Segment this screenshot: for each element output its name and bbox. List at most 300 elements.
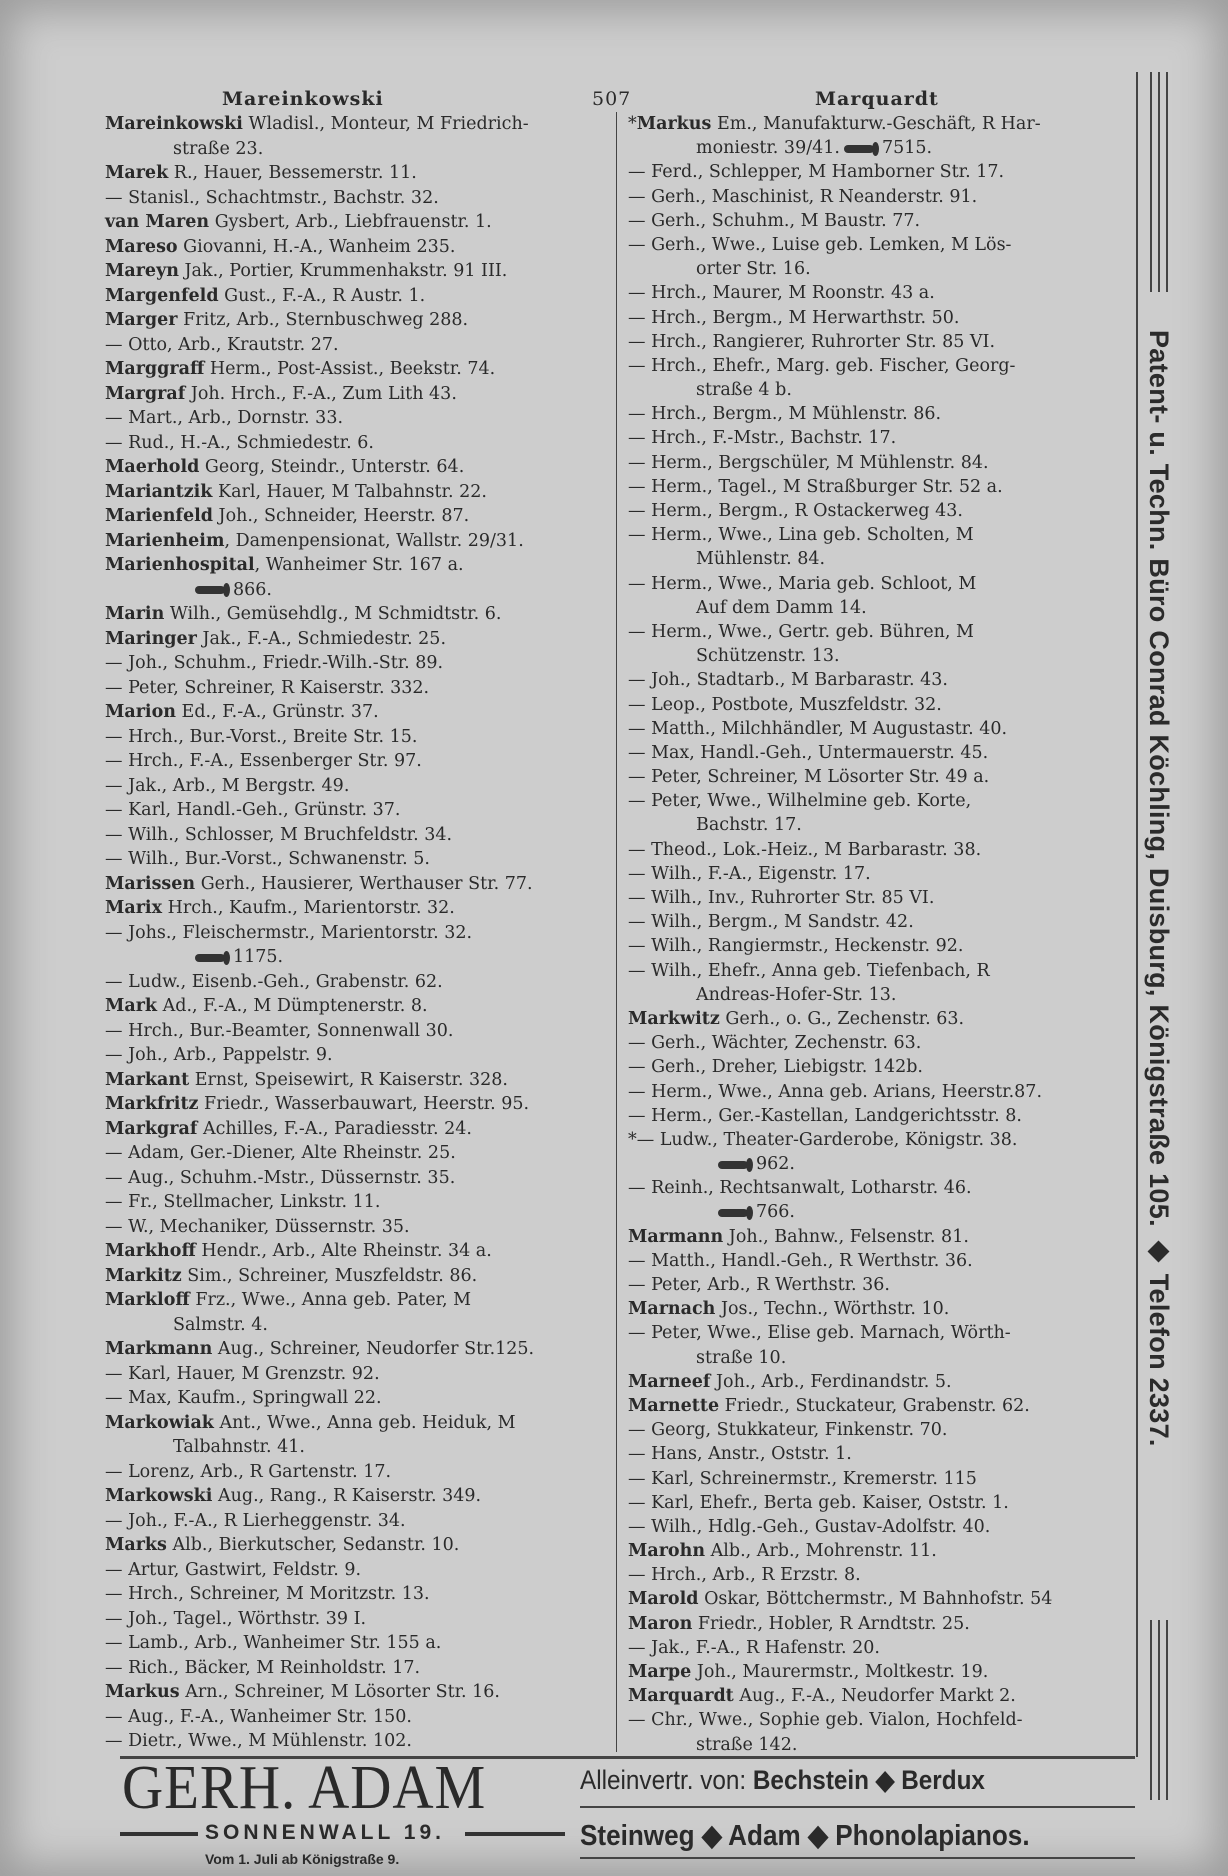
entry-details: Ernst, Speisewirt, R Kaiserstr. 328. — [189, 1069, 508, 1090]
entry-details: — Adam, Ger.-Diener, Alte Rheinstr. 25. — [105, 1143, 456, 1163]
entry-details: Jak., Portier, Krummenhakstr. 91 III. — [178, 261, 508, 281]
directory-entry-line — [628, 1636, 1133, 1660]
entry-details: — Wilh., Ehefr., Anna geb. Tiefenbach, R — [628, 960, 990, 981]
entry-surname: Marmann — [628, 1226, 724, 1247]
directory-entry-line — [105, 970, 610, 995]
entry-details: — Stanisl., Schachtmstr., Bachstr. 32. — [105, 187, 439, 208]
entry-details: — Mart., Arb., Dornstr. 33. — [105, 408, 344, 428]
telephone-icon — [718, 1161, 748, 1169]
entry-details: — Peter, Wwe., Wilhelmine geb. Korte, — [628, 791, 972, 812]
entry-details: — Theod., Lok.-Heiz., M Barbarastr. 38. — [628, 839, 982, 860]
ad-rule — [465, 1832, 565, 1836]
directory-entry-line — [105, 186, 610, 211]
directory-entry-line — [628, 1491, 1133, 1515]
side-rule — [1150, 72, 1152, 292]
entry-details: — Matth., Milchhändler, M Augustastr. 40. — [628, 718, 1008, 739]
entry-surname: Mareinkowski — [105, 114, 243, 134]
entry-details: — W., Mechaniker, Düssernstr. 35. — [105, 1216, 410, 1237]
entry-details: Karl, Hauer, M Talbahnstr. 22. — [212, 481, 487, 502]
entry-details: — Herm., Wwe., Anna geb. Arians, Heerstr.87. — [628, 1081, 1043, 1102]
entry-details: — Joh., Arb., Pappelstr. 9. — [105, 1045, 333, 1065]
entry-surname: Markgraf — [105, 1118, 198, 1139]
entry-details: Joh., Schneider, Heerstr. 87. — [212, 506, 470, 526]
entry-surname: Marold — [628, 1589, 699, 1610]
entry-surname: Markmann — [105, 1339, 213, 1359]
directory-entry-line — [628, 499, 1133, 523]
directory-entry-line — [105, 921, 610, 946]
entry-details: — Karl, Ehefr., Berta geb. Kaiser, Oststr. 1. — [628, 1492, 1009, 1513]
directory-entry-line — [628, 886, 1133, 910]
directory-entry-line — [628, 693, 1133, 717]
entry-details: Giovanni, H.-A., Wanheim 235. — [177, 236, 456, 257]
entry-details: straße 10. — [696, 1347, 787, 1368]
entry-details: Aug., Schreiner, Neudorfer Str.125. — [212, 1339, 535, 1359]
entry-details: Jak., F.-A., Schmiedestr. 25. — [196, 628, 447, 649]
directory-entry-line — [628, 306, 1133, 330]
entry-surname: Marienheim — [105, 530, 225, 551]
entry-details: — Chr., Wwe., Sophie geb. Vialon, Hochfeld- — [628, 1710, 1023, 1731]
side-rule — [1166, 1620, 1168, 1800]
entry-details: Frz., Wwe., Anna geb. Pater, M — [189, 1290, 472, 1310]
directory-entry-line — [628, 1708, 1133, 1732]
entry-surname: Markowiak — [105, 1412, 214, 1433]
entry-details: — Peter, Schreiner, R Kaiserstr. 332. — [105, 677, 430, 698]
directory-entry-line — [628, 1563, 1133, 1587]
entry-details: — Herm., Wwe., Lina geb. Scholten, M — [628, 525, 974, 546]
entry-details: — Aug., F.-A., Wanheimer Str. 150. — [105, 1706, 412, 1727]
entry-details: — Gerh., Wächter, Zechenstr. 63. — [628, 1033, 922, 1054]
directory-entry-line — [628, 1297, 1133, 1321]
directory-entry-line — [105, 210, 610, 235]
entry-details: — Hrch., F.-Mstr., Bachstr. 17. — [628, 428, 897, 449]
directory-entry-line — [628, 185, 1133, 209]
ad-line-1 — [580, 1765, 985, 1796]
entry-details: — Max, Kaufm., Springwall 22. — [105, 1388, 382, 1408]
directory-entry-line — [628, 983, 1133, 1007]
entry-details: — Max, Handl.-Geh., Untermauerstr. 45. — [628, 742, 989, 763]
directory-entry-line — [105, 1043, 610, 1068]
directory-entry-line — [628, 1346, 1133, 1370]
entry-surname: Marienhospital — [105, 555, 255, 575]
entry-details: — Otto, Arb., Krautstr. 27. — [105, 334, 339, 355]
directory-entry-line — [628, 789, 1133, 813]
entry-details: Joh., Arb., Ferdinandstr. 5. — [710, 1371, 952, 1392]
directory-entry-line — [105, 504, 610, 529]
directory-entry-line — [628, 1394, 1133, 1418]
directory-entry-line — [105, 1435, 610, 1460]
entry-details: Joh. Hrch., F.-A., Zum Lith 43. — [185, 383, 457, 404]
directory-entry-line — [105, 700, 610, 725]
entry-details: — Karl, Schreinermstr., Kremerstr. 115 — [628, 1468, 977, 1489]
directory-entry-line — [628, 475, 1133, 499]
telephone-icon — [195, 954, 225, 962]
entry-surname: Marquardt — [628, 1686, 734, 1707]
entry-details: — Gerh., Dreher, Liebigstr. 142b. — [628, 1057, 923, 1078]
directory-entry-line — [628, 668, 1133, 692]
directory-entry-line — [105, 333, 610, 358]
entry-details: — Wilh., Hdlg.-Geh., Gustav-Adolfstr. 40. — [628, 1516, 991, 1537]
entry-details: — Georg, Stukkateur, Finkenstr. 70. — [628, 1420, 948, 1441]
entry-details: Oskar, Böttchermstr., M Bahnhofstr. 54 — [698, 1589, 1053, 1610]
entry-details: Hrch., Kaufm., Marientorstr. 32. — [162, 898, 455, 918]
directory-entry-line — [628, 1080, 1133, 1104]
entry-surname: Margenfeld — [105, 285, 219, 306]
directory-entry-line — [628, 547, 1133, 571]
directory-entry-line — [628, 572, 1133, 596]
entry-surname: Marnach — [628, 1299, 716, 1320]
entry-details: — Rud., H.-A., Schmiedestr. 6. — [105, 432, 374, 453]
directory-entry-line — [105, 308, 610, 333]
column-divider — [616, 112, 617, 1752]
directory-entry-line — [105, 725, 610, 750]
entry-details: — Herm., Wwe., Gertr. geb. Bühren, M — [628, 621, 974, 642]
entry-details: Alb., Arb., Mohrenstr. 11. — [705, 1541, 937, 1562]
ad-company-name: GERH. ADAM — [122, 1754, 487, 1822]
ad-line-1-brands: Bechstein ◆ Berdux — [752, 1765, 985, 1795]
header-last-name: Marquardt — [815, 88, 939, 110]
directory-entry-line — [628, 1612, 1133, 1636]
entry-details: Aug., Rang., R Kaiserstr. 349. — [212, 1486, 482, 1506]
directory-entry-line — [628, 1467, 1133, 1491]
directory-entry-line — [628, 1055, 1133, 1079]
directory-entry-line — [105, 382, 610, 407]
directory-entry-line — [628, 1200, 1133, 1224]
entry-details: straße 142. — [696, 1734, 798, 1755]
entry-surname: Marnette — [628, 1395, 720, 1416]
entry-details: Arn., Schreiner, M Lösorter Str. 16. — [179, 1682, 500, 1702]
directory-entry-line — [628, 813, 1133, 837]
entry-details: — Hrch., Ehefr., Marg. geb. Fischer, Georg- — [628, 355, 1016, 376]
directory-entry-line — [105, 480, 610, 505]
entry-details: — Peter, Arb., R Werthstr. 36. — [628, 1275, 890, 1295]
entry-details: — Reinh., Rechtsanwalt, Lotharstr. 46. — [628, 1178, 972, 1199]
entry-surname: Maerhold — [105, 457, 200, 477]
side-rule — [1158, 1620, 1160, 1800]
entry-details: Gust., F.-A., R Austr. 1. — [218, 285, 426, 306]
page-number: 507 — [592, 88, 632, 110]
directory-entry-line — [628, 330, 1133, 354]
directory-entry-line — [628, 765, 1133, 789]
entry-details: — Peter, Wwe., Elise geb. Marnach, Wörth- — [628, 1323, 1011, 1344]
directory-entry-line — [105, 847, 610, 872]
right-column — [628, 112, 1133, 1757]
entry-details: — Wilh., Rangiermstr., Heckenstr. 92. — [628, 936, 964, 957]
directory-entry-line — [105, 1411, 610, 1436]
telephone-icon — [844, 145, 874, 153]
directory-entry-line — [105, 1190, 610, 1215]
entry-details: Jos., Techn., Wörthstr. 10. — [715, 1299, 950, 1320]
directory-entry-line — [105, 749, 610, 774]
entry-surname: Marneef — [628, 1371, 711, 1392]
entry-details: — Ludw., Eisenb.-Geh., Grabenstr. 62. — [105, 971, 443, 992]
entry-details: Andreas-Hofer-Str. 13. — [696, 984, 897, 1005]
entry-details: Herm., Post-Assist., Beekstr. 74. — [204, 359, 496, 379]
entry-details: Schützenstr. 13. — [696, 646, 840, 667]
entry-details: Salmstr. 4. — [173, 1314, 268, 1335]
entry-details: Em., Manufakturw.-Geschäft, R Har- — [711, 114, 1041, 134]
directory-entry-line — [628, 1539, 1133, 1563]
directory-entry-line — [628, 354, 1133, 378]
directory-entry-line — [628, 112, 1133, 136]
entry-details: Aug., F.-A., Neudorfer Markt 2. — [733, 1686, 1016, 1707]
entry-surname: Marix — [105, 898, 163, 918]
directory-entry-line — [105, 578, 610, 603]
entry-details: — Jak., Arb., M Bergstr. 49. — [105, 775, 350, 796]
directory-entry-line — [105, 945, 610, 970]
phone-number: 7515. — [881, 138, 933, 159]
entry-details: — Hrch., Maurer, M Roonstr. 43 a. — [628, 283, 935, 304]
ad-line-1-prefix: Alleinvertr. von: — [580, 1765, 753, 1795]
directory-entry-line — [105, 627, 610, 652]
entry-details: — Jak., F.-A., R Hafenstr. 20. — [628, 1637, 880, 1658]
directory-entry-line — [628, 1370, 1133, 1394]
directory-entry-line — [628, 959, 1133, 983]
entry-details: Friedr., Hobler, R Arndtstr. 25. — [692, 1613, 970, 1634]
entry-surname: Markitz — [105, 1265, 182, 1286]
entry-details: — Rich., Bäcker, M Reinholdstr. 17. — [105, 1657, 421, 1678]
directory-entry-line — [105, 259, 610, 284]
directory-entry-line — [628, 910, 1133, 934]
directory-entry-line — [628, 1176, 1133, 1200]
entry-surname: Marohn — [628, 1541, 706, 1562]
phone-number: 962. — [756, 1154, 795, 1175]
entry-details: Ad., F.-A., M Dümptenerstr. 8. — [157, 996, 428, 1016]
entry-surname: Markwitz — [628, 1008, 720, 1029]
entry-surname: Marin — [105, 604, 165, 624]
directory-entry-line — [105, 1386, 610, 1411]
entry-details: — Joh., Schuhm., Friedr.-Wilh.-Str. 89. — [105, 653, 444, 673]
entry-details: — Wilh., Inv., Ruhrorter Str. 85 VI. — [628, 888, 935, 908]
entry-details: — Gerh., Schuhm., M Baustr. 77. — [628, 210, 921, 231]
entry-details: — Hrch., Schreiner, M Moritzstr. 13. — [105, 1584, 430, 1604]
directory-entry-line — [628, 1587, 1133, 1611]
entry-details: Talbahnstr. 41. — [173, 1437, 305, 1457]
directory-entry-line — [105, 1607, 610, 1632]
directory-entry-line — [105, 1533, 610, 1558]
directory-entry-line — [105, 1362, 610, 1387]
entry-details: orter Str. 16. — [696, 259, 811, 280]
entry-surname: Markus — [636, 114, 712, 134]
entry-details: Joh., Maurermstr., Moltkestr. 19. — [691, 1662, 989, 1682]
entry-details: — Hrch., F.-A., Essenberger Str. 97. — [105, 751, 422, 771]
directory-entry-line — [628, 1733, 1133, 1757]
entry-details: Hendr., Arb., Alte Rheinstr. 34 a. — [195, 1241, 492, 1261]
entry-details: — Lamb., Arb., Wanheimer Str. 155 a. — [105, 1633, 442, 1653]
entry-details: — Hrch., Bergm., M Herwarthstr. 50. — [628, 307, 960, 328]
directory-entry-line — [628, 620, 1133, 644]
ad-rule — [580, 1857, 1135, 1859]
directory-entry-line — [105, 161, 610, 186]
entry-details: — Herm., Bergm., R Ostackerweg 43. — [628, 501, 963, 521]
entry-details: — Ludw., Theater-Garderobe, Königstr. 38. — [636, 1129, 1018, 1150]
entry-details: straße 23. — [173, 138, 264, 159]
telephone-icon — [718, 1209, 748, 1217]
entry-details: Friedr., Wasserbauwart, Heerstr. 95. — [198, 1094, 530, 1114]
directory-entry-line — [105, 651, 610, 676]
directory-entry-line — [628, 281, 1133, 305]
ad-rule — [580, 1806, 1135, 1808]
directory-entry-line — [628, 378, 1133, 402]
entry-surname: Marger — [105, 310, 178, 330]
entry-surname: Marion — [105, 702, 176, 722]
directory-entry-line — [628, 1515, 1133, 1539]
entry-surname: Maron — [628, 1613, 693, 1634]
entry-details: , Wanheimer Str. 167 a. — [254, 555, 464, 575]
entry-details: moniestr. 39/41. — [696, 138, 840, 159]
directory-entry-line — [105, 1288, 610, 1313]
entry-details: — Fr., Stellmacher, Linkstr. 11. — [105, 1192, 381, 1212]
directory-entry-line — [105, 553, 610, 578]
entry-details: — Matth., Handl.-Geh., R Werthstr. 36. — [628, 1250, 973, 1271]
entry-details: — Wilh., Bergm., M Sandstr. 42. — [628, 912, 914, 933]
directory-entry-line — [105, 529, 610, 554]
entry-details: — Joh., Tagel., Wörthstr. 39 I. — [105, 1608, 367, 1629]
entry-details: Achilles, F.-A., Paradiesstr. 24. — [197, 1118, 472, 1139]
entry-marker: * — [628, 1129, 637, 1150]
directory-entry-line — [628, 1249, 1133, 1273]
phone-number: 1175. — [233, 947, 284, 967]
entry-surname: Markloff — [105, 1290, 190, 1310]
directory-entry-line — [105, 1313, 610, 1338]
directory-entry-line — [105, 1117, 610, 1142]
entry-details: — Karl, Handl.-Geh., Grünstr. 37. — [105, 800, 401, 820]
directory-entry-line — [105, 774, 610, 799]
entry-details: — Herm., Ger.-Kastellan, Landgerichtsstr. 8. — [628, 1105, 1022, 1126]
entry-details: — Joh., F.-A., R Lierheggenstr. 34. — [105, 1510, 406, 1531]
entry-surname: van Maren — [105, 212, 210, 232]
entry-surname: Mark — [105, 996, 158, 1016]
entry-surname: Maringer — [105, 628, 197, 649]
entry-details: Friedr., Stuckateur, Grabenstr. 62. — [719, 1395, 1030, 1416]
directory-entry-line — [105, 1631, 610, 1656]
entry-details: Joh., Bahnw., Felsenstr. 81. — [723, 1226, 969, 1247]
entry-surname: Marpe — [628, 1662, 692, 1682]
right-border — [1136, 72, 1138, 1757]
directory-entry-line — [105, 137, 610, 162]
directory-entry-line — [105, 1460, 610, 1485]
directory-entry-line — [628, 160, 1133, 184]
entry-details: — Herm., Bergschüler, M Mühlenstr. 84. — [628, 452, 989, 473]
entry-details: — Leop., Postbote, Muszfeldstr. 32. — [628, 694, 942, 715]
directory-entry-line — [628, 233, 1133, 257]
directory-entry-line — [628, 934, 1133, 958]
directory-entry-line — [628, 402, 1133, 426]
entry-details: Alb., Bierkutscher, Sedanstr. 10. — [166, 1535, 460, 1555]
phone-number: 866. — [233, 579, 272, 600]
entry-details: Ant., Wwe., Anna geb. Heiduk, M — [213, 1412, 516, 1433]
entry-surname: Markhoff — [105, 1241, 196, 1261]
entry-surname: Marek — [105, 163, 169, 183]
directory-entry-line — [105, 1680, 610, 1705]
entry-details: — Gerh., Maschinist, R Neanderstr. 91. — [628, 186, 978, 207]
directory-entry-line — [105, 431, 610, 456]
directory-entry-line — [105, 1582, 610, 1607]
directory-entry-line — [105, 1484, 610, 1509]
entry-details: Gysbert, Arb., Liebfrauenstr. 1. — [209, 212, 492, 232]
directory-entry-line — [628, 1128, 1133, 1152]
directory-entry-line — [628, 596, 1133, 620]
entry-details: Wilh., Gemüsehdlg., M Schmidtstr. 6. — [164, 604, 502, 624]
directory-entry-line — [105, 994, 610, 1019]
ad-rule — [120, 1832, 198, 1836]
entry-surname: Marggraff — [105, 359, 205, 379]
entry-details: — Aug., Schuhm.-Mstr., Düssernstr. 35. — [105, 1167, 456, 1188]
directory-entry-line — [105, 406, 610, 431]
directory-entry-line — [105, 1215, 610, 1240]
directory-entry-line — [628, 1007, 1133, 1031]
left-column — [105, 112, 610, 1754]
directory-entry-line — [105, 1019, 610, 1044]
directory-entry-line — [105, 1141, 610, 1166]
entry-details: — Herm., Tagel., M Straßburger Str. 52 a. — [628, 476, 1003, 497]
directory-entry-line — [105, 357, 610, 382]
entry-details: — Hans, Anstr., Oststr. 1. — [628, 1444, 852, 1465]
directory-entry-line — [628, 862, 1133, 886]
entry-surname: Margraf — [105, 383, 186, 404]
phone-number: 766. — [756, 1202, 795, 1223]
ad-line-2: Steinweg ◆ Adam ◆ Phonolapianos. — [580, 1820, 1030, 1852]
directory-entry-line — [105, 602, 610, 627]
entry-details: — Peter, Schreiner, M Lösorter Str. 49 a. — [628, 767, 990, 788]
entry-details: — Ferd., Schlepper, M Hamborner Str. 17. — [628, 162, 1005, 183]
entry-details: — Hrch., Arb., R Erzstr. 8. — [628, 1565, 861, 1586]
directory-entry-line — [628, 1104, 1133, 1128]
directory-entry-line — [628, 523, 1133, 547]
directory-entry-line — [628, 1442, 1133, 1466]
entry-surname: Markant — [105, 1069, 190, 1090]
directory-entry-line — [105, 1264, 610, 1289]
side-rule — [1150, 1620, 1152, 1800]
side-rule — [1158, 72, 1160, 292]
directory-entry-line — [105, 235, 610, 260]
entry-details: — Hrch., Bur.-Vorst., Breite Str. 15. — [105, 726, 418, 747]
entry-surname: Mareso — [105, 236, 178, 257]
directory-entry-line — [105, 112, 610, 137]
directory-entry-line — [105, 823, 610, 848]
directory-entry-line — [628, 1152, 1133, 1176]
directory-entry-line — [628, 451, 1133, 475]
directory-entry-line — [628, 838, 1133, 862]
entry-details: Bachstr. 17. — [696, 815, 802, 836]
entry-details: — Herm., Wwe., Maria geb. Schloot, M — [628, 573, 977, 594]
entry-surname: Markowski — [105, 1486, 213, 1506]
entry-marker: * — [628, 114, 637, 134]
directory-entry-line — [105, 455, 610, 480]
entry-surname: Mareyn — [105, 261, 179, 281]
entry-details: — Hrch., Bergm., M Mühlenstr. 86. — [628, 404, 942, 425]
entry-details: — Wilh., Bur.-Vorst., Schwanenstr. 5. — [105, 849, 430, 869]
entry-details: Auf dem Damm 14. — [696, 597, 867, 618]
entry-details: — Lorenz, Arb., R Gartenstr. 17. — [105, 1461, 392, 1482]
entry-surname: Marienfeld — [105, 506, 213, 526]
directory-entry-line — [628, 257, 1133, 281]
ad-address: SONNENWALL 19. — [205, 1821, 445, 1844]
directory-entry-line — [105, 1068, 610, 1093]
entry-details: — Johs., Fleischermstr., Marientorstr. 32. — [105, 922, 473, 943]
entry-details: , Damenpensionat, Wallstr. 29/31. — [224, 530, 524, 551]
telephone-icon — [195, 586, 225, 594]
directory-entry-line — [105, 896, 610, 921]
directory-entry-line — [628, 426, 1133, 450]
ad-note: Vom 1. Juli ab Königstraße 9. — [205, 1851, 400, 1867]
side-rule — [1166, 72, 1168, 292]
entry-surname: Markfritz — [105, 1094, 199, 1114]
directory-entry-line — [105, 284, 610, 309]
directory-entry-line — [105, 676, 610, 701]
directory-entry-line — [105, 1509, 610, 1534]
directory-entry-line — [105, 1705, 610, 1730]
entry-details: — Karl, Hauer, M Grenzstr. 92. — [105, 1363, 380, 1384]
